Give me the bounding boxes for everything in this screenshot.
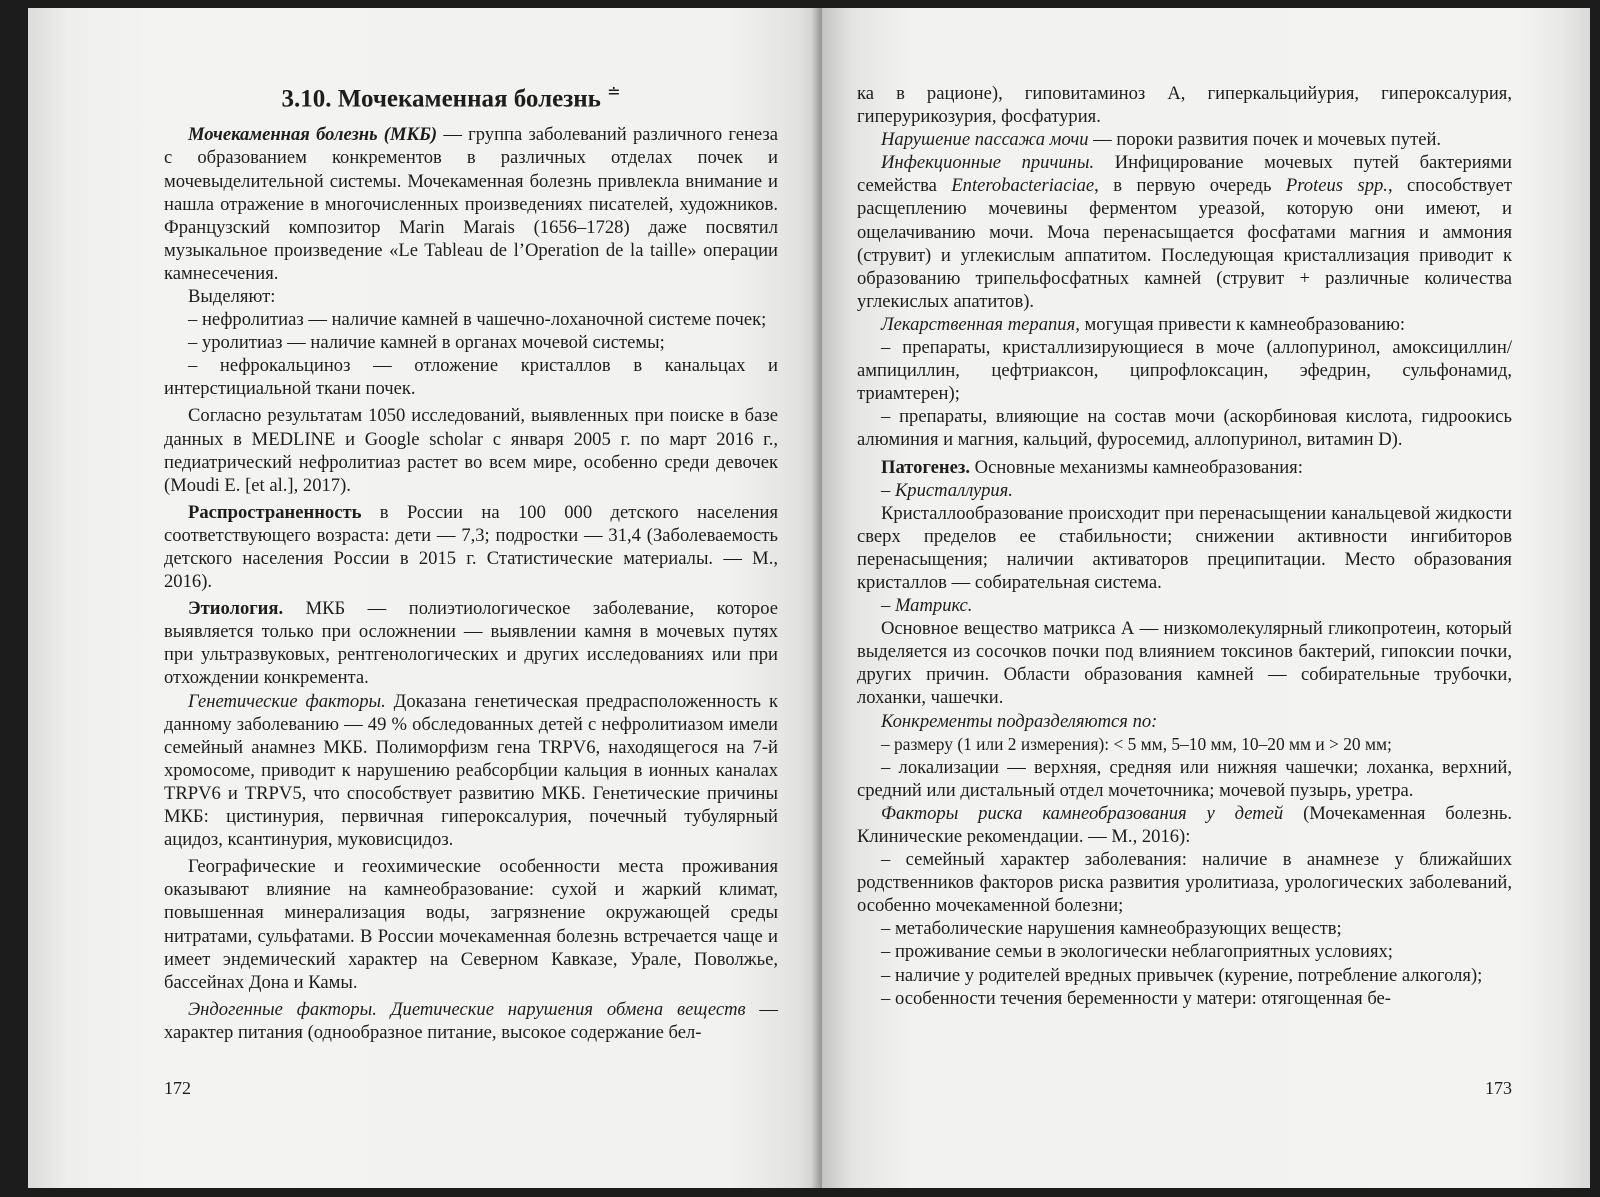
heading-mark: ≐	[607, 84, 621, 101]
paragraph: Нарушение пассажа мочи — пороки развития почек и мочевых путей.	[881, 129, 1442, 151]
paragraph: Генетические факторы. Доказана генетическая предрасположенность к данному заболеванию — 49 % обследованных детей с нефролитиазом имели семейный анамнез МКБ. Полиморфизм гена TRPV6, находящегося на 7-й хромосоме, приводит к нарушению реабсорбции кальция в ионных каналах TRPV6 и TRPV5, что способствует развитию МКБ. Генетические причины МКБ: цистинурия, первичная гипероксалурия, почечный тубулярный ацидоз, ксантинурия, муковисцидоз.	[164, 690, 778, 851]
paragraph: Инфекционные причины. Инфицирование мочевых путей бактериями семейства Enterobacteriaciae, в первую очередь Proteus spp., способствует расщеплению мочевины ферментом уреазой, которую они имеют, и ощелачиванию мочи. Моча перенасыщается фосфатами магния и аммония (струвит) и углекислым аппатитом. Последующая кристаллизация приводит к образованию трипельфосфатных камней (струвит + различные количества углекислых апатитов).	[857, 152, 1512, 312]
page-number-left: 172	[164, 1078, 191, 1098]
page-number-right: 173	[1485, 1078, 1512, 1098]
right-page-body	[857, 82, 1512, 1010]
paragraph: Основное вещество матрикса А — низкомолекулярный гликопротеин, который выделяется из сосочков почки под влиянием токсинов бактерий, гипоксии почки, других причин. Области образования камней — собирательные трубочки, лоханки, чашечки.	[857, 618, 1512, 709]
section-heading: 3.10. Мочекаменная болезнь ≐	[281, 84, 621, 113]
list-item: – нефролитиаз — наличие камней в чашечно-лоханочной системе почек;	[188, 309, 767, 331]
left-page	[28, 8, 822, 1188]
paragraph: Распространенность в России на 100 000 детского населения соответствующего возраста: дети — 7,3; подростки — 31,4 (Заболеваемость детского населения России в 2015 г. Статистические материалы. — М., 2016).	[164, 501, 778, 593]
list-item: – семейный характер заболевания: наличие в анамнезе у ближайших родственников факторов риска развития уролитиаза, урологических заболеваний, особенно мочекаменной болезни;	[857, 849, 1512, 917]
paragraph: Мочекаменная болезнь (МКБ) — группа заболеваний различного генеза с образованием конкрементов в различных отделах почек и мочевыделительной системы. Мочекаменная болезнь привлекла внимание и нашла отражение в многочисленных произведениях писателей, художников. Французский композитор Marin Marais (1656–1728) даже посвятил музыкальное произведение «Le Tableau de l’Operation de la taille» операции камнесечения.	[164, 124, 779, 284]
list-item: – наличие у родителей вредных привычек (курение, потребление алкоголя);	[881, 964, 1483, 986]
paragraph: Географические и геохимические особенности места проживания оказывают влияние на камнеобразование: сухой и жаркий климат, повышенная минерализация воды, загрязнение окружающей среды нитратами, сульфатами. В России мочекаменная болезнь встречается чаще и имеет эндемический характер на Северном Кавказе, Урале, Поволжье, бассейнах Дона и Камы.	[164, 856, 778, 993]
list-item: – препараты, влияющие на состав мочи (аскорбиновая кислота, гидроокись алюминия и магния, кальций, фуросемид, аллопуринол, витамин D).	[857, 406, 1512, 451]
paragraph: Патогенез. Основные механизмы камнеобразования:	[881, 456, 1303, 478]
paragraph: Эндогенные факторы. Диетические нарушения обмена веществ — характер питания (однообразное питание, высокое содержание бел-	[164, 998, 778, 1043]
paragraph: – Кристаллурия.	[881, 479, 1013, 501]
paragraph: Кристаллообразование происходит при перенасыщении канальцевой жидкости сверх пределов ее стабильности; снижении активности ингибиторов перенасыщения; наличии активаторов преципитации. Место образования кристаллов — собирательная система.	[857, 502, 1512, 593]
list-item: – препараты, кристаллизирующиеся в моче (аллопуринол, амоксициллин/ампициллин, цефтриаксон, ципрофлоксацин, эфедрин, сульфонамид, триамтерен);	[857, 337, 1512, 405]
list-item: – уролитиаз — наличие камней в органах мочевой системы;	[188, 332, 665, 354]
paragraph: Лекарственная терапия, могущая привести к камнеобразованию:	[881, 313, 1406, 335]
paragraph: Конкременты подразделяются по:	[881, 710, 1158, 732]
paragraph: – Матрикс.	[881, 595, 973, 617]
paragraph: Этиология. МКБ — полиэтиологическое заболевание, которое выявляется только при осложнении — выявлении камня в мочевых путях при ультразвуковых, рентгенологических и других исследованиях или при отхождении конкремента.	[164, 598, 778, 689]
paragraph: Факторы риска камнеобразования у детей (Мочекаменная болезнь. Клинические рекомендации. — М., 2016):	[857, 802, 1513, 847]
right-page	[822, 8, 1590, 1188]
list-item: – особенности течения беременности у матери: отягощенная бе-	[881, 987, 1391, 1009]
paragraph: Согласно результатам 1050 исследований, выявленных при поиске в базе данных в MEDLINE и Google scholar с января 2005 г. по март 2016 г., педиатрический нефролитиаз растет во всем мире, особенно среди девочек (Moudi E. [et al.], 2017).	[164, 405, 778, 496]
list-item: – локализации — верхняя, средняя или нижняя чашечки; лоханка, верхний, средний или дистальный отдел мочеточника; мочевой пузырь, уретра.	[857, 756, 1512, 801]
left-page-body	[164, 123, 778, 1044]
list-item: – нефрокальциноз — отложение кристаллов в канальцах и интерстициальной ткани почек.	[164, 355, 778, 400]
paragraph: ка в рационе), гиповитаминоз А, гиперкальцийурия, гипероксалурия, гиперурикозурия, фосфатурия.	[857, 83, 1512, 128]
list-item: – метаболические нарушения камнеобразующих веществ;	[881, 918, 1342, 940]
list-item: – проживание семьи в экологически неблагоприятных условиях;	[881, 941, 1393, 963]
list-item: – размеру (1 или 2 измерения): < 5 мм, 5–10 мм, 10–20 мм и > 20 мм;	[881, 733, 1392, 754]
paragraph: Выделяют:	[188, 285, 276, 307]
